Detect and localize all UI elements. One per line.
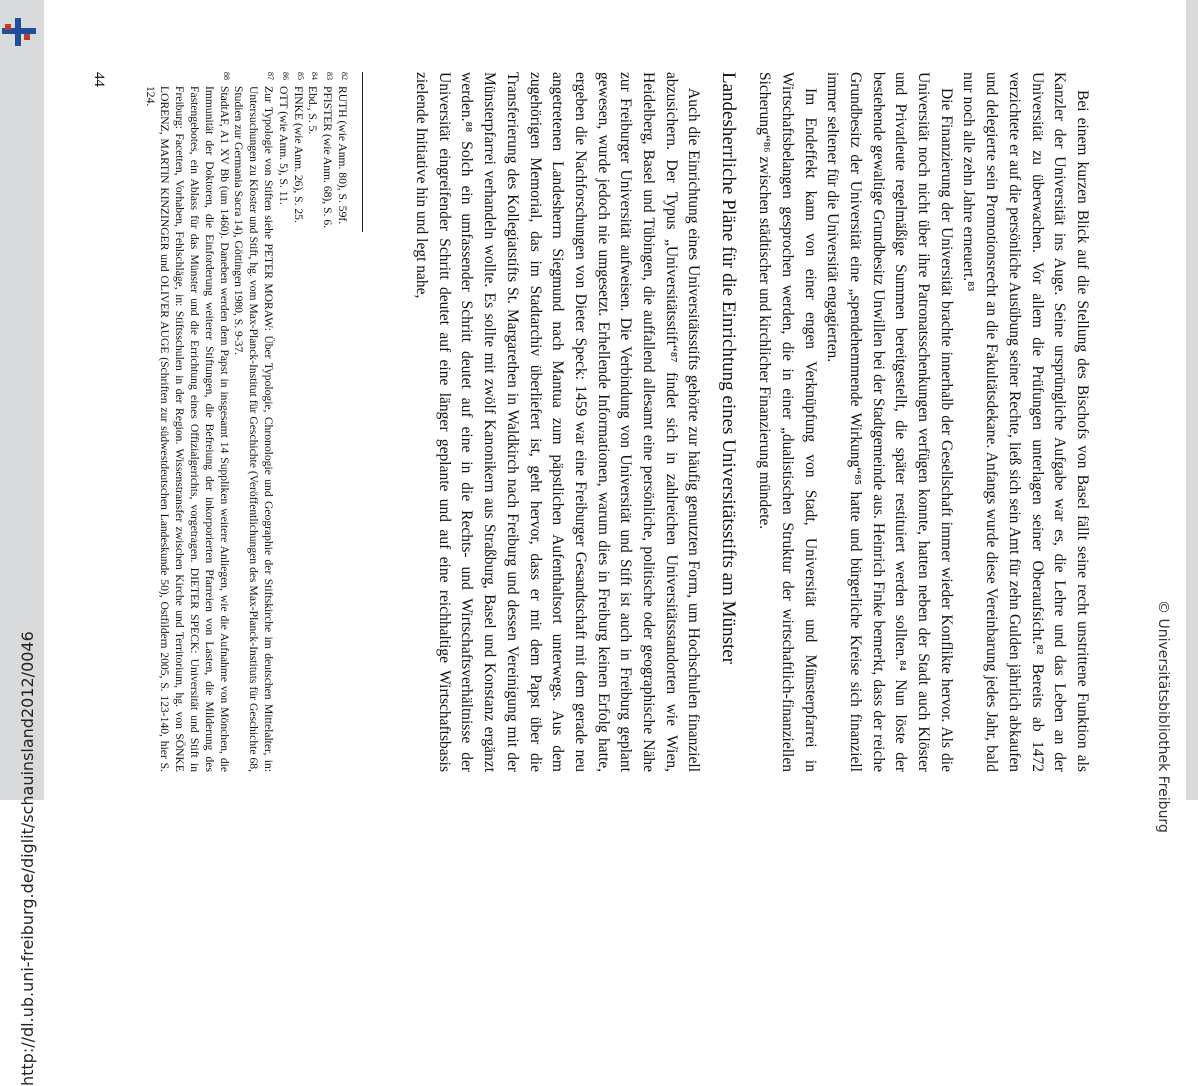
page-number: 44 — [91, 72, 107, 87]
footnote: 83 PFISTER (wie Anm. 68), S. 6. — [321, 72, 335, 229]
viewer-right-bar — [1186, 0, 1198, 800]
footnote: 85 FINKE (wie Anm. 26), S. 25. — [291, 72, 305, 223]
footnote: 82 RUTH (wie Anm. 80), S. 59f. — [336, 72, 349, 225]
side-copyright: © Universitätsbibliothek Freiburg — [1155, 600, 1171, 833]
footnote: 86 OTT (wie Anm. 5), S. 11. — [276, 72, 290, 205]
footnote: 88 StadtAF, A1 XV Bb (um 1460). Daneben werden dem Papst in insgesamt 14 Suppliken weitere Anliegen, wie die Aufnahme von Mönchen, die Immunität der Doktoren, die Einforderung weiterer Stiftungen, die Befreiung der inkorporierten Pfarreien von Lasten, die Milderung des Fastengebotes, ein Ablass für das Münster und die Errichtung eines Offizialgerichts, vorgetragen. DIETER SPECK: Universität und Stift in Freiburg: Facetten, Vorhaben, Fehlschläge, in: Stiftsschulen in der Region. Wissenstransfer zwischen Kirche und Territorium, hg. von SÖNKE LORENZ, MARTIN KINZINGER und OLIVER AUGE (Schriften zur südwestdeutschen Landeskunde 50), Ostfildern 2005, S. 123-140, hier S. 124. — [143, 72, 231, 772]
paragraph: Bei einem kurzen Blick auf die Stellung des Bischofs von Basel fällt seine recht unstrittene Funktion als Kanzler der Universität ins Auge. Seine ursprüngliche Aufgabe war es, die Lehre und das Leben an der Universität zu überwachen. Vor allem die Prüfungen unterlagen seiner Oberaufsicht.⁸² Bereits ab 1472 verzichtete er auf die persönliche Ausübung seiner Rechte, ließ sich sein Amt für zehn Gulden jährlich abkaufen und delegierte sein Promotionsrecht an die Fakultätsdekane. Anfangs wurde diese Vereinbarung jedes Jahr, bald nur noch alle zehn Jahre erneuert.⁸³ — [960, 72, 1091, 772]
document-page — [53, 72, 1093, 772]
footnote-rule — [362, 72, 363, 232]
body-text — [409, 72, 1093, 772]
side-url: http://dl.ub.uni-freiburg.de/diglit/schauinsland2012/0046 — [18, 631, 37, 1086]
paragraph: Auch die Einrichtung eines Universitätsstifts gehörte zur häufig genutzten Form, um Hochschulen finanziell abzusichern. Der Typus „Universitätsstift“⁸⁷ findet sich in zahlreichen Universitätsstandorten wie Wien, Heidelberg, Basel und Tübingen, die auffallend allesamt eine persönliche, politische oder geographische Nähe zur Freiburger Universität aufweisen. Die Verbindung von Universität und Stift ist auch in Freiburg geplant gewesen, wurde jedoch nie umgesetzt. Erhellende Informationen, warum dies in Freiburg keinen Erfolg hatte, ergeben die Nachforschungen von Dieter Speck: 1459 war eine Freiburger Gesandtschaft mit dem gerade neu angetretenen Landesherrn Siegmund nach Mantua zum päpstlichen Aufenthaltsort unterwegs. Aus dem zugehörigen Memorial, das im Stadtarchiv überliefert ist, geht hervor, dass er mit dem Papst über die Transferierung des Kollegiatstifts St. Margarethen in Waldkirch nach Freiburg und dessen Vereinigung mit der Münsterpfarrei verhandeln wollte. Es sollte mit zwölf Kanonikern aus Straßburg, Basel und Konstanz ergänzt werden.⁸⁸ Solch ein umfassender Schritt deutet auf eine in die Rechts- und Wirtschaftsverhältnisse der Universität eingreifender Schritt deutet auf eine länger geplante und auf eine reichhaltige Wirtschaftsbasis zielende Initiative hin und legt nahe, — [413, 72, 703, 772]
paragraph: Im Endeffekt kann von einer engen Verknüpfung von Stadt, Universität und Münsterpfarrei in Wirtschaftsbelangen gesprochen werden, die in einer „dualistischen Struktur der wirtschaftlich-finanziellen Sicherung“⁸⁶ zwischen städtischer und kirchlicher Finanzierung mündete. — [756, 72, 819, 772]
paragraph: Die Finanzierung der Universität brachte innerhalb der Gesellschaft immer wieder Konflikte hervor. Als die Universität noch nicht über ihre Patronatsschenkungen verfügen konnte, hatten neben der Stadt auch Klöster und Privatleute regelmäßige Summen bereitgestellt, die später restituiert werden sollten.⁸⁴ Nun löste der bestehende gewaltige Grundbesitz Unwillen bei der Stadtgemeinde aus. Heinrich Finke bemerkt, dass der reiche Grundbesitz der Universität eine „spendehemmende Wirkung“⁸⁵ hatte und bürgerliche Kreise sich finanziell immer seltener für die Universität engagierten. — [824, 72, 955, 772]
section-heading: Landesherrliche Pläne für die Einrichtung eines Universitätsstifts am Münster — [718, 72, 740, 665]
library-logo-icon — [2, 18, 36, 46]
footnotes — [142, 72, 349, 772]
footnote: 87 Zur Typologie von Stiften siehe PETER MORAW: Über Typologie, Chronologie und Geographie der Stiftskirche im deutschen Mittelalter, in: Untersuchungen zu Kloster und Stift, hg. vom Max-Planck-Institut für Geschichte (Veröffentlichungen des Max-Planck-Instituts für Geschichte 68, Studien zur Germania Sacra 14), Göttingen 1980, S. 9-37. — [232, 72, 276, 772]
footnote: 84 Ebd., S. 5. — [306, 72, 320, 135]
